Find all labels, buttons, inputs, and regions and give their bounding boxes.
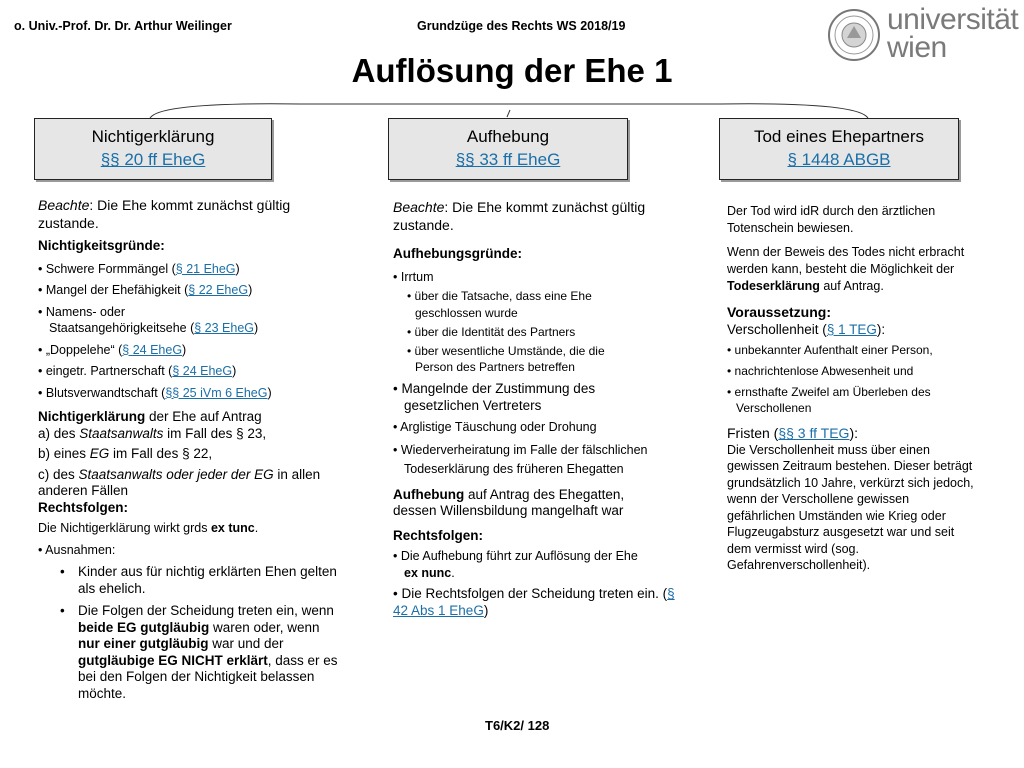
- box-tod: [719, 118, 959, 180]
- left-column: [38, 196, 338, 702]
- logo-line2: wien: [887, 31, 947, 64]
- ground-item: • „Doppelehe“ (§ 24 EheG): [38, 342, 187, 357]
- author-header: o. Univ.-Prof. Dr. Dr. Arthur Weilinger: [14, 19, 232, 33]
- exception-item: • Die Folgen der Scheidung treten ein, wenn beide EG gutgläubig waren oder, wenn nur einer gutgläubig war und der gutgläubige EG NICHT erklärt, dass er es bei den Folgen der Nichtigkeit belassen möchte.: [60, 603, 338, 701]
- connector-lines: [0, 0, 1024, 130]
- requirement-item: • nachrichtenlose Abwesenheit und: [727, 364, 914, 378]
- option-c: c) des Staatsanwalts oder jeder der EG in allen anderen Fällen: [38, 466, 321, 498]
- declaration: Nichtigerklärung der Ehe auf Antrag: [38, 409, 262, 424]
- ground-item: • Blutsverwandtschaft (§§ 25 iVm 6 EheG): [38, 385, 272, 400]
- requirement: Verschollenheit (§ 1 TEG):: [727, 321, 886, 337]
- course-header: Grundzüge des Rechts WS 2018/19: [417, 19, 626, 33]
- box-title: Tod eines Ehepartners: [753, 127, 925, 146]
- ground-item: • Wiederverheiratung im Falle der fälschlichen Todeserklärung des früheren Ehegatten: [393, 442, 648, 476]
- sub-item: • über wesentliche Umstände, die die Person des Partners betreffen: [407, 344, 605, 374]
- option-b: b) eines EG im Fall des § 22,: [38, 446, 213, 461]
- box-nichtigerklaerung: [34, 118, 272, 180]
- declaration-of-death: Wenn der Beweis des Todes nicht erbracht werden kann, besteht die Möglichkeit der Todeserklärung auf Antrag.: [727, 245, 965, 293]
- requirement-item: • ernsthafte Zweifel am Überleben des Verschollenen: [727, 385, 931, 415]
- consequences-heading: Rechtsfolgen:: [38, 499, 129, 515]
- box-link[interactable]: §§ 33 ff EheG: [455, 150, 561, 169]
- declaration: Aufhebung auf Antrag des Ehegatten, dessen Willensbildung mangelhaft war: [393, 486, 625, 518]
- ground-item: • eingetr. Partnerschaft (§ 24 EheG): [38, 364, 237, 378]
- box-title: Aufhebung: [466, 127, 550, 146]
- ground-item: • Irrtum: [393, 269, 434, 284]
- deadline-text: Die Verschollenheit muss über einen gewissen Zeitraum bestehen. Dieser beträgt grundsätzlich 10 Jahre, verkürzt sich jedoch, wenn der Verschollene gewissen gefährlichen Umständen wie Krieg oder Flugzeugabsturz ausgesetzt war und seit dem vermisst wird (sog. Gefahrenverschollenheit).: [727, 442, 974, 572]
- box-aufhebung: [388, 118, 628, 180]
- death-proof: Der Tod wird idR durch den ärztlichen Totenschein bewiesen.: [727, 204, 936, 235]
- ground-item: • Mangel der Ehefähigkeit (§ 22 EheG): [38, 283, 253, 297]
- note: Beachte: Die Ehe kommt zunächst gültig zustande.: [38, 197, 291, 231]
- box-link[interactable]: § 1448 ABGB: [787, 150, 891, 169]
- box-title: Nichtigerklärung: [91, 127, 215, 146]
- ground-item: • Schwere Formmängel (§ 21 EheG): [38, 261, 240, 276]
- right-column: [727, 203, 982, 574]
- sub-item: • über die Tatsache, dass eine Ehe geschlossen wurde: [407, 289, 592, 320]
- exception-item: • Kinder aus für nichtig erklärten Ehen gelten als ehelich.: [60, 564, 337, 596]
- grounds-heading: Aufhebungsgründe:: [393, 246, 522, 261]
- ground-item: • Mangelnde der Zustimmung des gesetzlichen Vertreters: [393, 381, 596, 413]
- consequence: • Die Aufhebung führt zur Auflösung der Ehe ex nunc.: [393, 549, 638, 580]
- grounds-heading: Nichtigkeitsgründe:: [38, 238, 165, 253]
- exceptions-label: • Ausnahmen:: [38, 542, 116, 557]
- option-a: a) des Staatsanwalts im Fall des § 23,: [38, 425, 267, 441]
- ground-item: • Namens- oder Staatsangehörigkeitsehe (§ 23 EheG): [38, 304, 259, 335]
- logo-line1: universität: [887, 3, 1019, 36]
- box-link[interactable]: §§ 20 ff EheG: [100, 150, 206, 169]
- deadlines: Fristen (§§ 3 ff TEG):: [727, 425, 858, 441]
- ground-item: • Arglistige Täuschung oder Drohung: [393, 420, 597, 434]
- consequence: • Die Rechtsfolgen der Scheidung treten ein. (§ 42 Abs 1 EheG): [393, 586, 675, 618]
- note: Beachte: Die Ehe kommt zunächst gültig zustande.: [393, 199, 646, 233]
- middle-column: [393, 198, 683, 619]
- page-title: Auflösung der Ehe 1: [351, 52, 673, 89]
- slide-number: T6/K2/ 128: [485, 718, 550, 733]
- requirement-item: • unbekannter Aufenthalt einer Person,: [727, 343, 933, 357]
- consequences-heading: Rechtsfolgen:: [393, 527, 484, 543]
- requirement-heading: Voraussetzung:: [727, 304, 831, 320]
- sub-item: • über die Identität des Partners: [407, 325, 576, 339]
- consequence: Die Nichtigerklärung wirkt grds ex tunc.: [38, 521, 259, 535]
